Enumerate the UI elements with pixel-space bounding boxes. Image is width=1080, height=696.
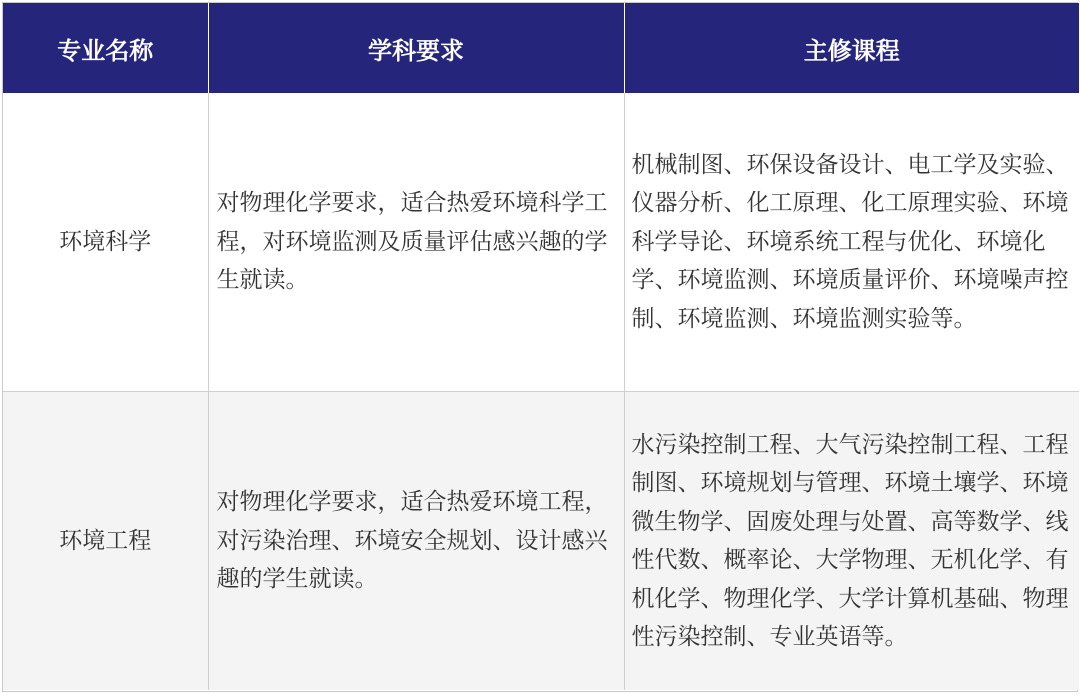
header-main-courses: 主修课程 xyxy=(624,3,1079,93)
table-header-row xyxy=(3,3,1079,93)
subject-requirement-cell: 对物理化学要求，适合热爱环境工程，对污染治理、环境安全规划、设计感兴趣的学生就读。 xyxy=(208,392,624,691)
table-row xyxy=(3,392,1079,691)
major-name-cell: 环境工程 xyxy=(3,392,208,691)
main-courses-cell: 水污染控制工程、大气污染控制工程、工程制图、环境规划与管理、环境土壤学、环境微生物学、固废处理与处置、高等数学、线性代数、概率论、大学物理、无机化学、有机化学、物理化学、大学计算机基础、物理性污染控制、专业英语等。 xyxy=(624,392,1079,691)
table-row xyxy=(3,93,1079,392)
main-courses-cell: 机械制图、环保设备设计、电工学及实验、仪器分析、化工原理、化工原理实验、环境科学导论、环境系统工程与优化、环境化学、环境监测、环境质量评价、环境噪声控制、环境监测、环境监测实验等。 xyxy=(624,93,1079,392)
major-name-cell: 环境科学 xyxy=(3,93,208,392)
subject-requirement-cell: 对物理化学要求，适合热爱环境科学工程，对环境监测及质量评估感兴趣的学生就读。 xyxy=(208,93,624,392)
header-major-name: 专业名称 xyxy=(3,3,208,93)
header-subject-requirement: 学科要求 xyxy=(208,3,624,93)
major-table xyxy=(3,3,1079,690)
major-table-container xyxy=(2,2,1078,692)
